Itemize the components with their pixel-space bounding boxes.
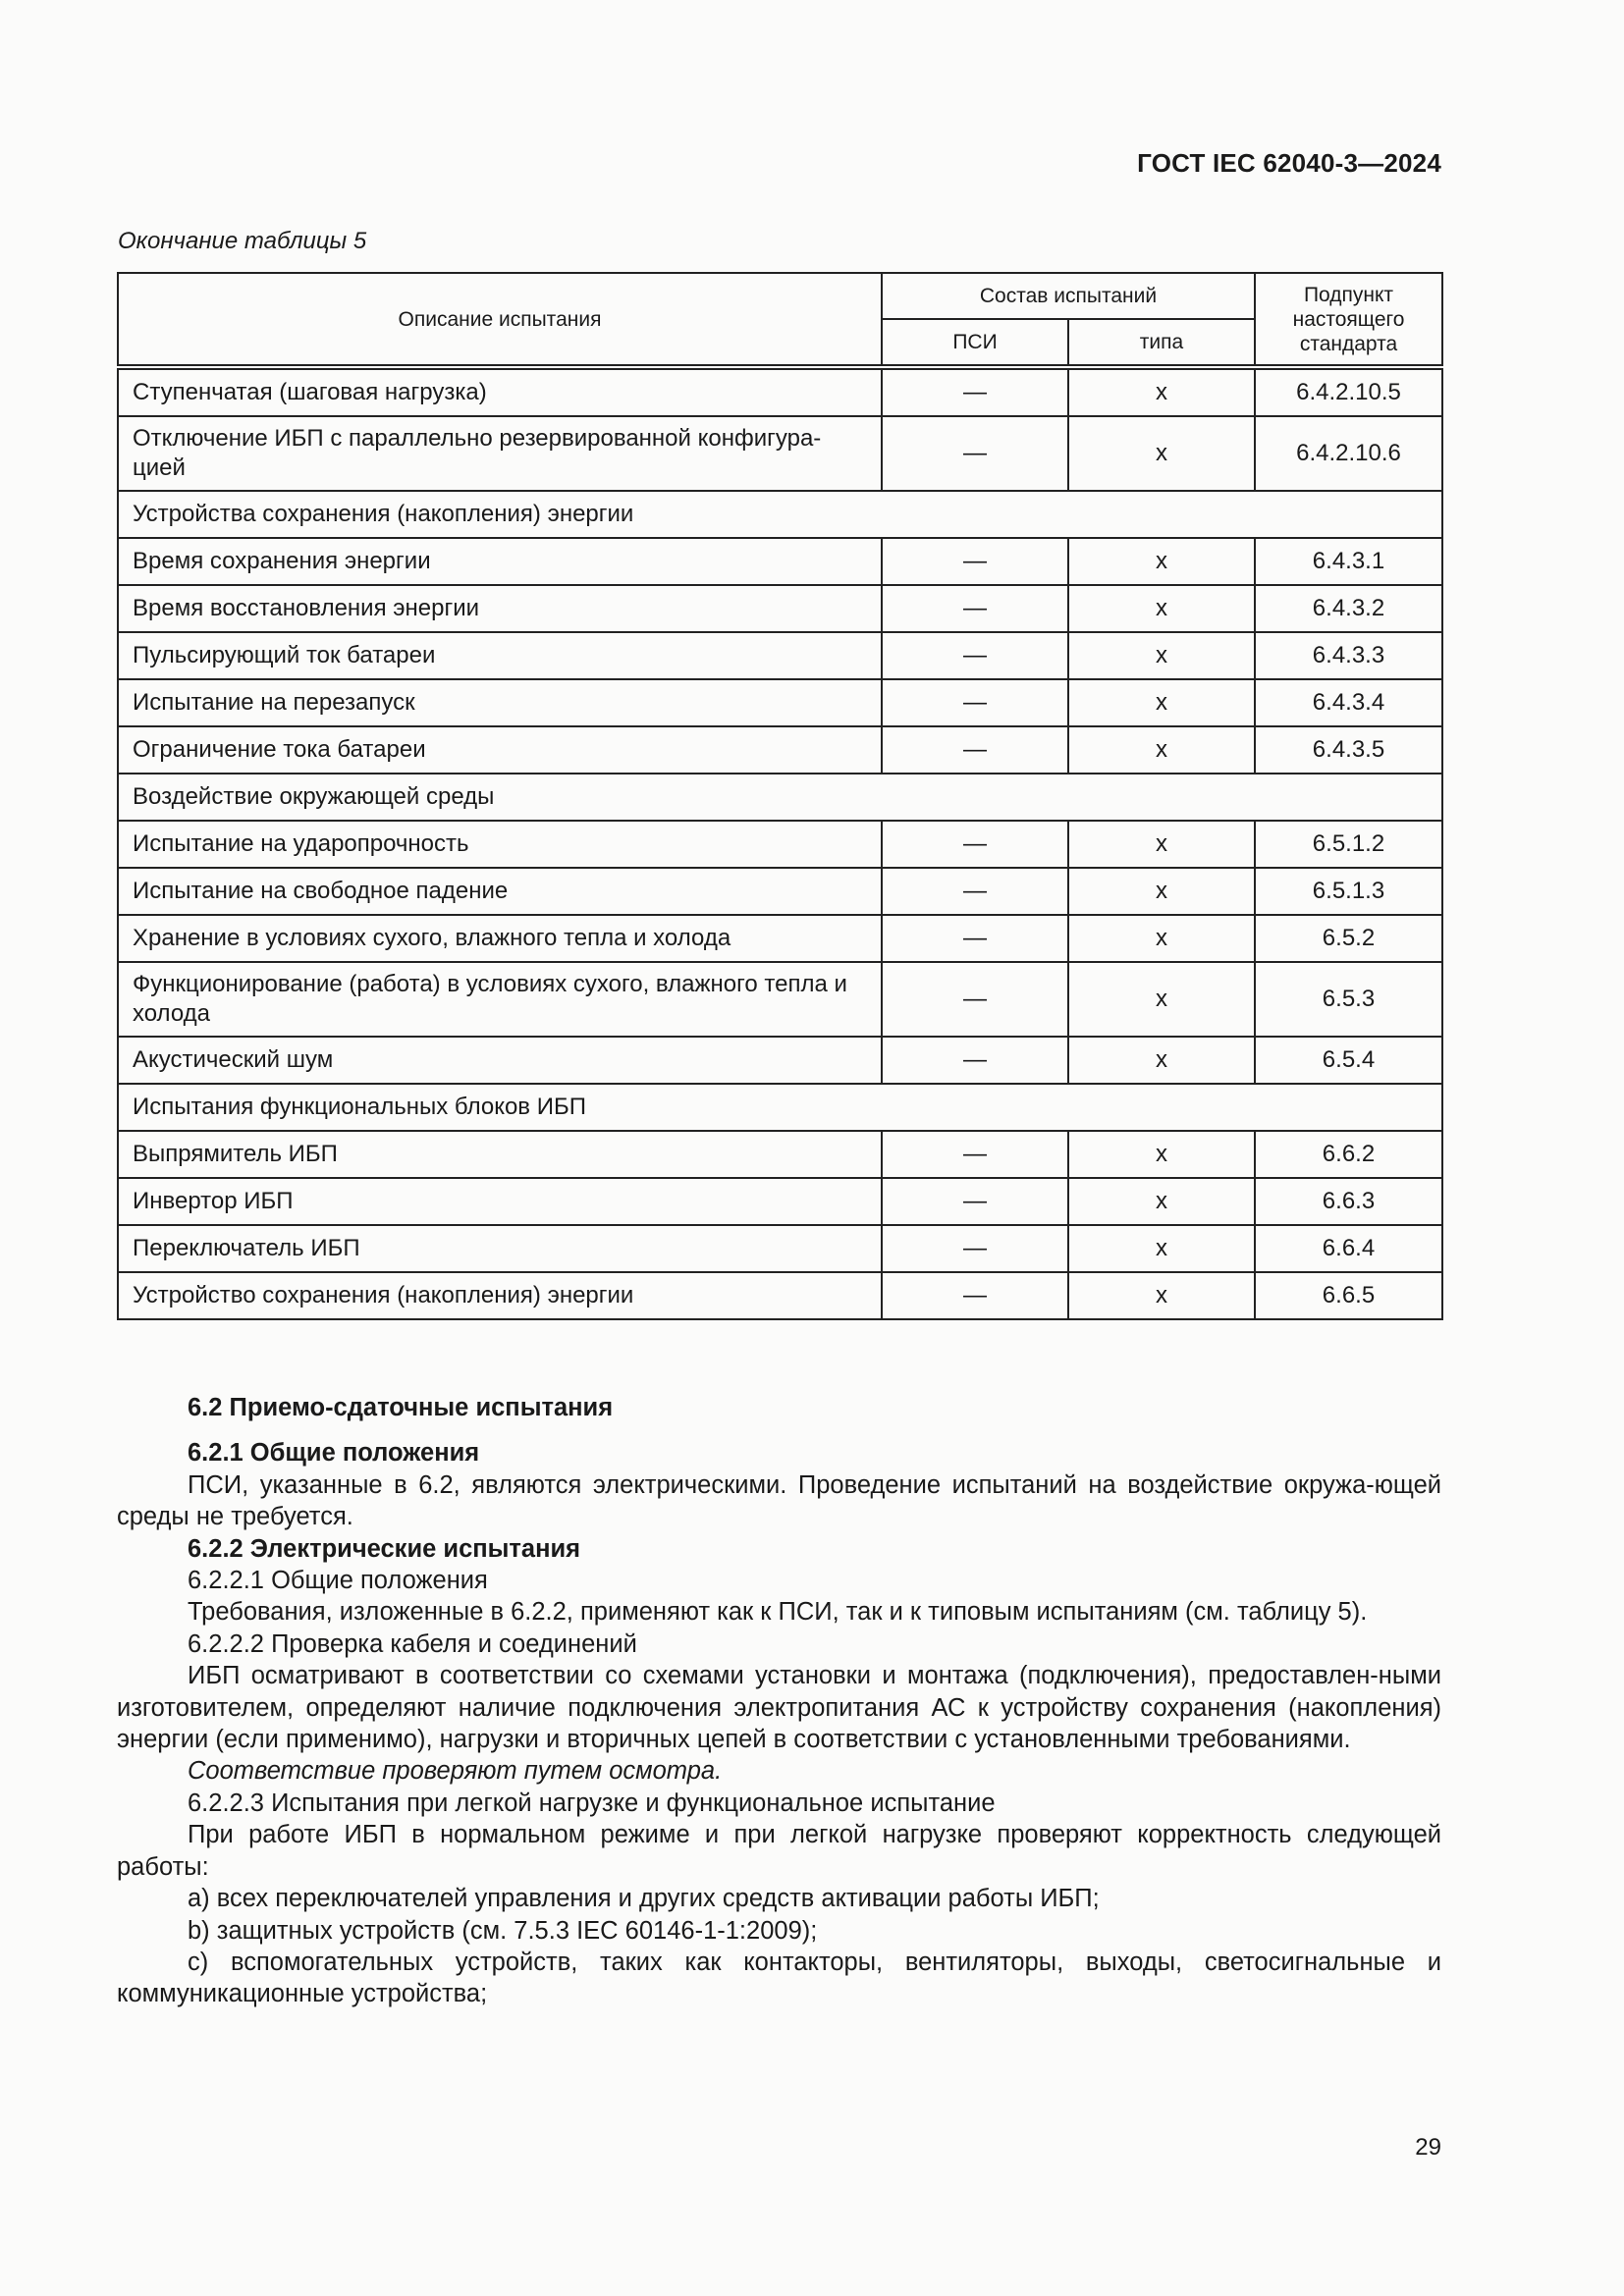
header-subclause: Подпункт настоящего стандарта	[1255, 273, 1442, 367]
table-row	[118, 868, 1442, 915]
psi-cell: —	[882, 726, 1068, 774]
list-item: с) вспомогательных устройств, таких как контакторы, вентиляторы, выходы, светосигнальные и коммуникационные устройства;	[117, 1948, 1441, 2008]
table-row	[118, 821, 1442, 868]
psi-cell: —	[882, 632, 1068, 679]
section-heading-6-2-1: 6.2.1 Общие положения	[188, 1439, 480, 1468]
psi-cell: —	[882, 416, 1068, 491]
type-cell: x	[1068, 679, 1255, 726]
subclause-cell: 6.4.3.3	[1255, 632, 1442, 679]
header-description: Описание испытания	[118, 273, 882, 367]
subclause-cell: 6.4.2.10.6	[1255, 416, 1442, 491]
psi-cell: —	[882, 679, 1068, 726]
type-cell: x	[1068, 1037, 1255, 1084]
paragraph: ПСИ, указанные в 6.2, являются электрическими. Проведение испытаний на воздействие окружа-ющей среды не требуется.	[117, 1470, 1441, 1531]
subclause-cell: 6.4.3.2	[1255, 585, 1442, 632]
description-cell: Выпрямитель ИБП	[118, 1131, 882, 1178]
subclause-cell: 6.5.4	[1255, 1037, 1442, 1084]
table-row	[118, 1225, 1442, 1272]
table-row	[118, 585, 1442, 632]
paragraph: При работе ИБП в нормальном режиме и при легкой нагрузке проверяют корректность следующей работы:	[117, 1821, 1441, 1881]
section-heading-6-2-2: 6.2.2 Электрические испытания	[188, 1534, 581, 1563]
psi-cell: —	[882, 367, 1068, 416]
psi-cell: —	[882, 1131, 1068, 1178]
psi-cell: —	[882, 1178, 1068, 1225]
type-cell: x	[1068, 726, 1255, 774]
subclause-cell: 6.6.5	[1255, 1272, 1442, 1319]
table-row	[118, 538, 1442, 585]
subclause-cell: 6.6.3	[1255, 1178, 1442, 1225]
description-cell: Испытание на перезапуск	[118, 679, 882, 726]
description-cell: Инвертор ИБП	[118, 1178, 882, 1225]
section-heading-6-2: 6.2 Приемо-сдаточные испытания	[188, 1394, 614, 1421]
description-cell: Акустический шум	[118, 1037, 882, 1084]
type-cell: x	[1068, 1131, 1255, 1178]
table-row	[118, 1131, 1442, 1178]
type-cell: x	[1068, 585, 1255, 632]
subclause-cell: 6.5.3	[1255, 962, 1442, 1037]
psi-cell: —	[882, 538, 1068, 585]
section-title-cell: Испытания функциональных блоков ИБП	[118, 1084, 1442, 1131]
subclause-title: 6.2.2.3 Испытания при легкой нагрузке и функциональное испытание	[188, 1789, 996, 1817]
table-row	[118, 679, 1442, 726]
description-cell: Время сохранения энергии	[118, 538, 882, 585]
type-cell: x	[1068, 1225, 1255, 1272]
list-item: а) всех переключателей управления и других средств активации работы ИБП;	[188, 1885, 1100, 1913]
document-id: ГОСТ IEC 62040-3—2024	[1137, 148, 1441, 178]
description-cell: Устройство сохранения (накопления) энергии	[118, 1272, 882, 1319]
table-row	[118, 915, 1442, 962]
type-cell: x	[1068, 868, 1255, 915]
table-section-row	[118, 774, 1442, 821]
table-row	[118, 962, 1442, 1037]
type-cell: x	[1068, 1272, 1255, 1319]
subclause-cell: 6.5.2	[1255, 915, 1442, 962]
paragraph: ИБП осматривают в соответствии со схемами установки и монтажа (подключения), предоставлен-ными изготовителем, определяют наличие подключения электропитания АС к устройству сохранения (накопления) энергии (если применимо), нагрузки и вторичных цепей в соответствии с установленными требованиями.	[117, 1662, 1441, 1754]
body-text	[117, 1392, 1441, 2010]
description-cell: Отключение ИБП с параллельно резервированной конфигура-цией	[118, 416, 882, 491]
type-cell: x	[1068, 538, 1255, 585]
subclause-cell: 6.5.1.3	[1255, 868, 1442, 915]
tests-table	[117, 272, 1443, 1320]
type-cell: x	[1068, 962, 1255, 1037]
type-cell: x	[1068, 1178, 1255, 1225]
subclause-cell: 6.6.2	[1255, 1131, 1442, 1178]
header-composition: Состав испытаний	[882, 273, 1255, 319]
psi-cell: —	[882, 585, 1068, 632]
paragraph: Требования, изложенные в 6.2.2, применяют как к ПСИ, так и к типовым испытаниям (см. таблицу 5).	[188, 1598, 1368, 1627]
table-row	[118, 1272, 1442, 1319]
compliance-note: Соответствие проверяют путем осмотра.	[188, 1757, 723, 1786]
table-row	[118, 632, 1442, 679]
table-row	[118, 1037, 1442, 1084]
type-cell: x	[1068, 915, 1255, 962]
description-cell: Функционирование (работа) в условиях сухого, влажного тепла и холода	[118, 962, 882, 1037]
table-row	[118, 726, 1442, 774]
subclause-cell: 6.4.2.10.5	[1255, 367, 1442, 416]
table-caption: Окончание таблицы 5	[118, 228, 367, 254]
subclause-title: 6.2.2.1 Общие положения	[188, 1567, 488, 1595]
description-cell: Время восстановления энергии	[118, 585, 882, 632]
table-body	[118, 367, 1442, 1319]
section-title-cell: Устройства сохранения (накопления) энергии	[118, 491, 1442, 538]
table-row	[118, 367, 1442, 416]
type-cell: x	[1068, 367, 1255, 416]
subclause-cell: 6.4.3.4	[1255, 679, 1442, 726]
type-cell: x	[1068, 416, 1255, 491]
description-cell: Ступенчатая (шаговая нагрузка)	[118, 367, 882, 416]
description-cell: Ограничение тока батареи	[118, 726, 882, 774]
psi-cell: —	[882, 821, 1068, 868]
page-number: 29	[1415, 2134, 1441, 2161]
psi-cell: —	[882, 1272, 1068, 1319]
psi-cell: —	[882, 915, 1068, 962]
header-psi: ПСИ	[882, 319, 1068, 367]
description-cell: Пульсирующий ток батареи	[118, 632, 882, 679]
description-cell: Переключатель ИБП	[118, 1225, 882, 1272]
table-section-row	[118, 1084, 1442, 1131]
subclause-title: 6.2.2.2 Проверка кабеля и соединений	[188, 1629, 637, 1658]
table-section-row	[118, 491, 1442, 538]
psi-cell: —	[882, 962, 1068, 1037]
table-row	[118, 1178, 1442, 1225]
description-cell: Хранение в условиях сухого, влажного тепла и холода	[118, 915, 882, 962]
type-cell: x	[1068, 632, 1255, 679]
list-item: b) защитных устройств (см. 7.5.3 IEC 60146-1-1:2009);	[188, 1916, 818, 1945]
description-cell: Испытание на ударопрочность	[118, 821, 882, 868]
subclause-cell: 6.4.3.5	[1255, 726, 1442, 774]
psi-cell: —	[882, 1225, 1068, 1272]
table-row	[118, 416, 1442, 491]
subclause-cell: 6.5.1.2	[1255, 821, 1442, 868]
psi-cell: —	[882, 868, 1068, 915]
section-title-cell: Воздействие окружающей среды	[118, 774, 1442, 821]
description-cell: Испытание на свободное падение	[118, 868, 882, 915]
header-type: типа	[1068, 319, 1255, 367]
psi-cell: —	[882, 1037, 1068, 1084]
subclause-cell: 6.6.4	[1255, 1225, 1442, 1272]
type-cell: x	[1068, 821, 1255, 868]
subclause-cell: 6.4.3.1	[1255, 538, 1442, 585]
